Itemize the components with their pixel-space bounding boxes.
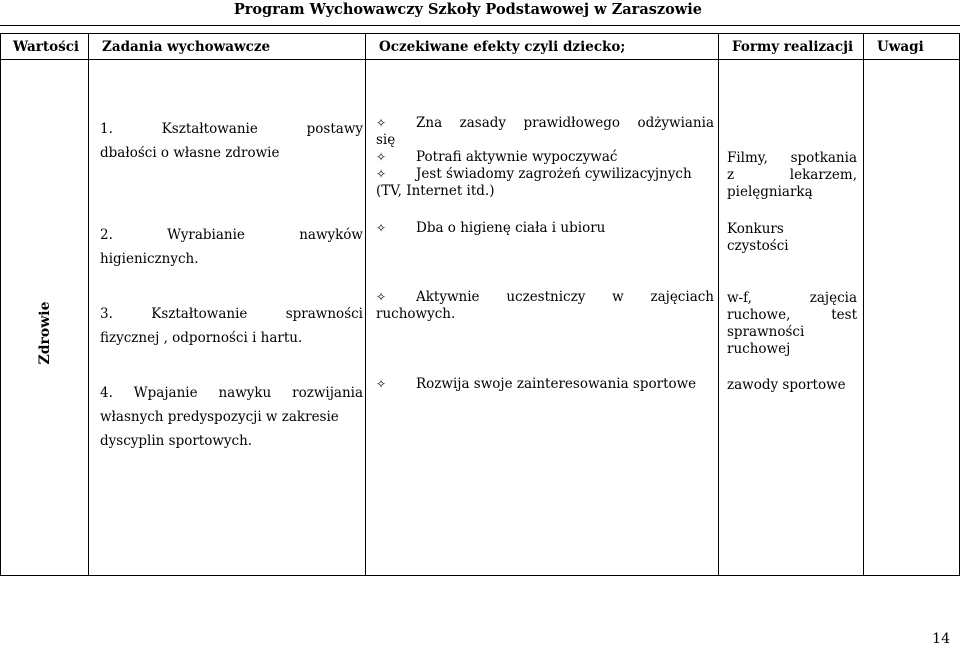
form-line: pielęgniarką xyxy=(727,184,813,200)
form-line: w-f, zajęcia xyxy=(727,290,857,306)
form-line: sprawności xyxy=(727,324,805,340)
column-header-notes: Uwagi xyxy=(864,34,960,60)
effect-group xyxy=(376,289,714,323)
tasks-cell xyxy=(89,60,366,576)
task-line: własnych predyspozycji w zakresie xyxy=(100,409,339,425)
page-header xyxy=(0,0,960,26)
task-item xyxy=(100,381,363,453)
column-header-effects: Oczekiwane efekty czyli dziecko; xyxy=(366,34,719,60)
task-item xyxy=(100,223,363,271)
task-line: higienicznych. xyxy=(100,251,199,267)
page-number: 14 xyxy=(932,631,950,647)
table-row xyxy=(1,60,960,576)
effects-cell xyxy=(366,60,719,576)
program-table xyxy=(0,33,960,576)
form-item xyxy=(727,150,857,201)
value-label: Zdrowie xyxy=(36,301,53,365)
column-header-tasks: Zadania wychowawcze xyxy=(89,34,366,60)
effect-item: ✧ Aktywnie uczestniczy w zajęciach xyxy=(376,289,714,305)
table-header-row xyxy=(1,34,960,60)
bullet-icon: ✧ xyxy=(376,377,387,391)
form-line: Konkurs xyxy=(727,221,784,237)
effect-item: ✧ Rozwija swoje zainteresowania sportowe xyxy=(376,376,697,392)
bullet-icon: ✧ xyxy=(376,221,387,235)
task-line: 4. Wpajanie nawyku rozwijania xyxy=(100,385,363,401)
task-line: dbałości o własne zdrowie xyxy=(100,145,280,161)
form-item xyxy=(727,377,862,394)
effect-item: ✧ Dba o higienę ciała i ubioru xyxy=(376,220,606,236)
column-header-forms: Formy realizacji xyxy=(719,34,864,60)
task-line: 1. Kształtowanie postawy xyxy=(100,121,363,137)
form-line: czystości xyxy=(727,238,789,254)
task-line: fizycznej , odporności i hartu. xyxy=(100,330,303,346)
bullet-icon: ✧ xyxy=(376,290,387,304)
effect-group xyxy=(376,220,714,237)
effect-group xyxy=(376,376,716,393)
task-item xyxy=(100,117,363,165)
document-title: Program Wychowawczy Szkoły Podstawowej w Zaraszowie xyxy=(233,1,702,18)
form-item xyxy=(727,290,857,358)
notes-cell xyxy=(864,60,960,576)
effect-item: ✧ Potrafi aktywnie wypoczywać xyxy=(376,149,618,165)
form-item xyxy=(727,221,857,255)
effect-item: ruchowych. xyxy=(376,306,456,322)
task-item xyxy=(100,302,363,350)
value-cell xyxy=(1,60,89,576)
form-line: Filmy, spotkania xyxy=(727,150,857,166)
bullet-icon: ✧ xyxy=(376,167,387,181)
form-line: ruchowej xyxy=(727,341,791,357)
effect-group xyxy=(376,115,714,200)
column-header-values: Wartości xyxy=(1,34,89,60)
bullet-icon: ✧ xyxy=(376,116,387,130)
task-line: dyscyplin sportowych. xyxy=(100,433,253,449)
task-line: 2. Wyrabianie nawyków xyxy=(100,227,363,243)
effect-item: ✧ Jest świadomy zagrożeń cywilizacyjnych xyxy=(376,166,692,182)
effect-item: ✧ Zna zasady prawidłowego odżywiania xyxy=(376,115,714,131)
forms-cell xyxy=(719,60,864,576)
form-line: zawody sportowe xyxy=(727,377,846,393)
form-line: ruchowe, test xyxy=(727,307,857,323)
task-line: 3. Kształtowanie sprawności xyxy=(100,306,363,322)
bullet-icon: ✧ xyxy=(376,150,387,164)
form-line: z lekarzem, xyxy=(727,167,857,183)
effect-item: się xyxy=(376,132,396,148)
effect-item: (TV, Internet itd.) xyxy=(376,183,495,199)
